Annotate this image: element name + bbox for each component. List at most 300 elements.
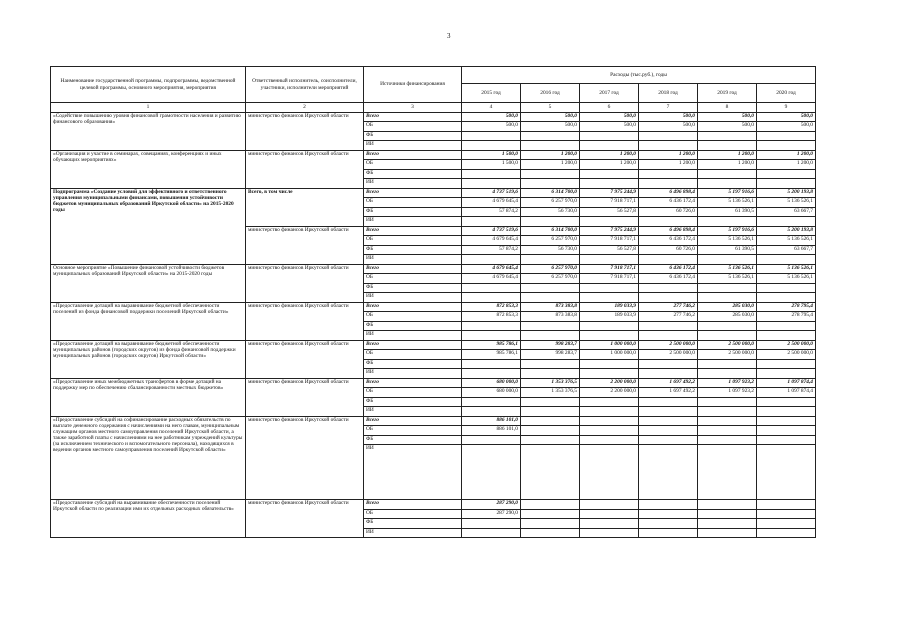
amount-cell [521, 435, 580, 445]
amount-cell [521, 283, 580, 293]
amount-cell [639, 445, 698, 500]
amount-cell: 56 527,8 [580, 245, 639, 255]
executor: министерство финансов Иркутской области [246, 378, 364, 416]
amount-cell [462, 528, 521, 538]
funding-source: ОБ [364, 122, 462, 132]
amount-cell [580, 500, 639, 510]
amount-cell: 500,0 [698, 122, 757, 132]
amount-cell [462, 217, 521, 227]
funding-source: ИИ [364, 407, 462, 417]
col-number: 2 [246, 103, 364, 113]
col-number: 6 [580, 103, 639, 113]
amount-cell: 4 679 645,4 [462, 198, 521, 208]
item-name: «Предоставление дотаций на выравнивание бюджетной обеспеченности муниципальных районов (городских округов) из фонда финансовой поддержки муниципальных районов (городских округов) Иркутской области» [51, 340, 246, 378]
amount-cell [698, 369, 757, 379]
amount-cell [580, 407, 639, 417]
amount-cell [521, 293, 580, 303]
amount-cell [462, 519, 521, 529]
executor: Всего, в том числе [246, 188, 364, 226]
amount-cell [639, 397, 698, 407]
amount-cell: 873 383,8 [521, 302, 580, 312]
amount-cell [462, 359, 521, 369]
col-number: 8 [698, 103, 757, 113]
amount-cell [698, 435, 757, 445]
amount-cell [639, 217, 698, 227]
amount-cell: 1 353 376,5 [521, 388, 580, 398]
amount-cell: 1 200,0 [639, 150, 698, 160]
funding-source: ИИ [364, 255, 462, 265]
amount-cell [521, 445, 580, 500]
table-row [51, 302, 816, 312]
amount-cell: 500,0 [580, 122, 639, 132]
funding-source: ОБ [364, 312, 462, 322]
funding-source: ИИ [364, 445, 462, 500]
amount-cell [580, 416, 639, 426]
amount-cell [580, 331, 639, 341]
amount-cell [580, 141, 639, 151]
header-source: Источники финансирования [364, 67, 462, 103]
amount-cell: 6 257 970,0 [521, 264, 580, 274]
amount-cell [639, 500, 698, 510]
amount-cell [639, 519, 698, 529]
amount-cell: 63 667,7 [757, 245, 816, 255]
amount-cell: 1 000 000,0 [580, 350, 639, 360]
amount-cell [521, 519, 580, 529]
amount-cell [698, 500, 757, 510]
amount-cell [521, 255, 580, 265]
funding-source: Всего [364, 340, 462, 350]
item-name: «Предоставление иных межбюджетных трансфертов в форме дотаций на поддержку мер по обеспечению сбалансированности местных бюджетов» [51, 378, 246, 416]
amount-cell [521, 426, 580, 436]
table-row [51, 500, 816, 510]
amount-cell [462, 397, 521, 407]
amount-cell [521, 528, 580, 538]
amount-cell [580, 435, 639, 445]
amount-cell: 500,0 [462, 122, 521, 132]
table-row [51, 264, 816, 274]
item-name: Основное мероприятие «Повышение финансовой устойчивости бюджетов муниципальных образований Иркутской области» на 2015-2020 годы [51, 264, 246, 302]
amount-cell [698, 426, 757, 436]
amount-cell: 872 853,3 [462, 302, 521, 312]
amount-cell [757, 283, 816, 293]
amount-cell: 2 500 000,0 [639, 340, 698, 350]
amount-cell: 285 030,0 [698, 312, 757, 322]
amount-cell [639, 255, 698, 265]
funding-source: ОБ [364, 350, 462, 360]
funding-source: ИИ [364, 217, 462, 227]
amount-cell [580, 179, 639, 189]
funding-source: ОБ [364, 236, 462, 246]
amount-cell: 1 353 376,5 [521, 378, 580, 388]
table-row [51, 188, 816, 198]
header-year: 2020 год [757, 84, 816, 103]
amount-cell [462, 369, 521, 379]
amount-cell [639, 331, 698, 341]
header-expenses: Расходы (тыс.руб.), годы [462, 67, 816, 84]
amount-cell: 1 000 000,0 [580, 340, 639, 350]
amount-cell: 1 097 874,4 [757, 388, 816, 398]
amount-cell: 5 136 526,1 [757, 274, 816, 284]
funding-source: ФБ [364, 207, 462, 217]
amount-cell [580, 131, 639, 141]
amount-cell: 5 136 526,1 [698, 236, 757, 246]
amount-cell: 277 746,2 [639, 312, 698, 322]
funding-source: ИИ [364, 179, 462, 189]
amount-cell [639, 169, 698, 179]
header-year: 2019 год [698, 84, 757, 103]
col-number: 5 [521, 103, 580, 113]
amount-cell: 189 033,9 [580, 312, 639, 322]
item-name: «Организация и участие в семинарах, совещаниях, конференциях и иных обучающих мероприятиях» [51, 150, 246, 188]
amount-cell [757, 179, 816, 189]
amount-cell: 7 918 717,1 [580, 274, 639, 284]
amount-cell [639, 435, 698, 445]
table-row [51, 378, 816, 388]
executor: министерство финансов Иркутской области [246, 226, 364, 264]
amount-cell [521, 169, 580, 179]
amount-cell: 57 874,2 [462, 245, 521, 255]
amount-cell: 7 918 717,1 [580, 236, 639, 246]
amount-cell: 56 527,8 [580, 207, 639, 217]
amount-cell: 1 097 923,2 [698, 378, 757, 388]
amount-cell: 2 500 000,0 [698, 350, 757, 360]
amount-cell: 1 200,0 [757, 160, 816, 170]
amount-cell [462, 255, 521, 265]
amount-cell: 6 496 898,4 [639, 188, 698, 198]
amount-cell: 1 200,0 [521, 160, 580, 170]
executor: министерство финансов Иркутской области [246, 416, 364, 500]
executor: министерство финансов Иркутской области [246, 302, 364, 340]
amount-cell [639, 416, 698, 426]
amount-cell [757, 519, 816, 529]
amount-cell: 5 136 526,1 [757, 198, 816, 208]
funding-source: ОБ [364, 388, 462, 398]
amount-cell: 5 136 526,1 [698, 264, 757, 274]
amount-cell [521, 407, 580, 417]
amount-cell [698, 331, 757, 341]
amount-cell: 1 200,0 [580, 160, 639, 170]
amount-cell: 61 390,5 [698, 245, 757, 255]
funding-source: ИИ [364, 528, 462, 538]
amount-cell [580, 217, 639, 227]
amount-cell [639, 426, 698, 436]
funding-source: ОБ [364, 198, 462, 208]
amount-cell [580, 283, 639, 293]
amount-cell [639, 293, 698, 303]
funding-source: ОБ [364, 274, 462, 284]
amount-cell: 1 200,0 [521, 150, 580, 160]
amount-cell [462, 435, 521, 445]
amount-cell: 500,0 [521, 112, 580, 122]
amount-cell: 1 500,0 [462, 160, 521, 170]
amount-cell: 4 679 645,4 [462, 264, 521, 274]
amount-cell: 873 383,8 [521, 312, 580, 322]
amount-cell [639, 528, 698, 538]
amount-cell [757, 500, 816, 510]
header-name: Наименование государственной программы, подпрограммы, ведомственной целевой программы, основного мероприятия, мероприятия [51, 67, 246, 103]
funding-source: ФБ [364, 321, 462, 331]
amount-cell: 278 795,4 [757, 302, 816, 312]
amount-cell: 1 697 492,2 [639, 378, 698, 388]
amount-cell [639, 509, 698, 519]
funding-source: ОБ [364, 160, 462, 170]
funding-source: Всего [364, 378, 462, 388]
amount-cell [580, 397, 639, 407]
amount-cell: 500,0 [580, 112, 639, 122]
funding-source: ФБ [364, 169, 462, 179]
amount-cell [698, 528, 757, 538]
item-name: «Предоставление субсидий на софинансирование расходных обязательств по выплате денежного содержания с начислениями на него главам, муниципальным служащим органов местного самоуправления поселений Иркутской области, а также заработной платы с начислениями на нее работникам учреждений культуры (за исключением технического и вспомогательного персонала), находящихся в ведении органов местного самоуправления поселений Иркутской области» [51, 416, 246, 500]
amount-cell: 287 290,0 [462, 509, 521, 519]
amount-cell [639, 369, 698, 379]
funding-source: ФБ [364, 245, 462, 255]
amount-cell: 285 030,0 [698, 302, 757, 312]
amount-cell: 1 200,0 [698, 160, 757, 170]
amount-cell [521, 416, 580, 426]
amount-cell [757, 359, 816, 369]
amount-cell: 1 097 874,4 [757, 378, 816, 388]
amount-cell [462, 141, 521, 151]
amount-cell: 7 975 244,9 [580, 226, 639, 236]
amount-cell: 2 500 000,0 [757, 350, 816, 360]
funding-source: ФБ [364, 131, 462, 141]
funding-source: Всего [364, 264, 462, 274]
amount-cell: 985 786,1 [462, 340, 521, 350]
amount-cell [580, 321, 639, 331]
funding-source: Всего [364, 416, 462, 426]
amount-cell: 1 200,0 [639, 160, 698, 170]
amount-cell [580, 509, 639, 519]
item-name: «Предоставление дотаций на выравнивание бюджетной обеспеченности поселений из фонда финансовой поддержки поселений Иркутской области» [51, 302, 246, 340]
amount-cell: 500,0 [757, 122, 816, 132]
amount-cell [521, 500, 580, 510]
amount-cell [462, 131, 521, 141]
amount-cell [521, 331, 580, 341]
amount-cell [462, 407, 521, 417]
amount-cell: 5 136 526,1 [757, 264, 816, 274]
amount-cell: 60 726,0 [639, 245, 698, 255]
amount-cell [580, 528, 639, 538]
amount-cell [639, 283, 698, 293]
amount-cell: 6 314 700,0 [521, 188, 580, 198]
amount-cell [757, 435, 816, 445]
amount-cell [521, 321, 580, 331]
amount-cell: 4 679 645,4 [462, 274, 521, 284]
amount-cell [698, 509, 757, 519]
amount-cell [698, 179, 757, 189]
amount-cell: 5 136 526,1 [757, 236, 816, 246]
amount-cell: 60 726,0 [639, 207, 698, 217]
amount-cell: 6 257 970,0 [521, 274, 580, 284]
executor: министерство финансов Иркутской области [246, 264, 364, 302]
amount-cell [757, 407, 816, 417]
funding-source: ИИ [364, 141, 462, 151]
amount-cell [757, 369, 816, 379]
amount-cell: 872 853,3 [462, 312, 521, 322]
amount-cell [698, 293, 757, 303]
amount-cell: 63 667,7 [757, 207, 816, 217]
funding-source: ФБ [364, 397, 462, 407]
executor: министерство финансов Иркутской области [246, 150, 364, 188]
amount-cell [580, 445, 639, 500]
amount-cell: 57 874,2 [462, 207, 521, 217]
amount-cell [521, 509, 580, 519]
executor: министерство финансов Иркутской области [246, 340, 364, 378]
amount-cell [521, 131, 580, 141]
funding-source: ИИ [364, 293, 462, 303]
amount-cell [757, 255, 816, 265]
table-row [51, 340, 816, 350]
amount-cell [698, 141, 757, 151]
amount-cell: 1 097 923,2 [698, 388, 757, 398]
amount-cell [462, 293, 521, 303]
amount-cell: 985 786,1 [462, 350, 521, 360]
funding-source: Всего [364, 302, 462, 312]
amount-cell [639, 321, 698, 331]
amount-cell: 2 200 000,0 [580, 388, 639, 398]
funding-source: ФБ [364, 283, 462, 293]
col-number: 4 [462, 103, 521, 113]
amount-cell [462, 169, 521, 179]
funding-source: ИИ [364, 369, 462, 379]
col-number: 7 [639, 103, 698, 113]
amount-cell: 6 314 700,0 [521, 226, 580, 236]
amount-cell: 6 436 172,4 [639, 264, 698, 274]
amount-cell [698, 445, 757, 500]
amount-cell: 6 436 172,4 [639, 198, 698, 208]
amount-cell: 7 918 717,1 [580, 198, 639, 208]
amount-cell [757, 331, 816, 341]
financing-table [50, 66, 816, 538]
amount-cell: 5 136 526,1 [698, 198, 757, 208]
header-executor: Ответственный исполнитель, соисполнители, участники, исполнители мероприятий [246, 67, 364, 103]
table-body [51, 112, 816, 538]
amount-cell: 886 101,0 [462, 416, 521, 426]
table-row [51, 150, 816, 160]
amount-cell: 6 496 898,4 [639, 226, 698, 236]
amount-cell: 500,0 [698, 112, 757, 122]
amount-cell: 1 697 492,2 [639, 388, 698, 398]
header-year: 2015 год [462, 84, 521, 103]
amount-cell: 6 436 172,4 [639, 274, 698, 284]
funding-source: Всего [364, 112, 462, 122]
funding-source: Всего [364, 188, 462, 198]
amount-cell [698, 519, 757, 529]
funding-source: ФБ [364, 519, 462, 529]
amount-cell [757, 141, 816, 151]
amount-cell: 1 200,0 [698, 150, 757, 160]
amount-cell: 2 500 000,0 [757, 340, 816, 350]
col-number: 3 [364, 103, 462, 113]
amount-cell [757, 416, 816, 426]
amount-cell [698, 169, 757, 179]
amount-cell [580, 293, 639, 303]
item-name: Подпрограмма «Создание условий для эффективного и ответственного управления муниципальными финансами, повышения устойчивости бюджетов муниципальных образований Иркутской области» на 2015-2020 годы [51, 188, 246, 264]
amount-cell [580, 519, 639, 529]
amount-cell [698, 397, 757, 407]
amount-cell: 2 500 000,0 [698, 340, 757, 350]
amount-cell: 5 197 916,6 [698, 188, 757, 198]
amount-cell: 998 283,7 [521, 350, 580, 360]
amount-cell [521, 217, 580, 227]
amount-cell [698, 217, 757, 227]
amount-cell [757, 397, 816, 407]
amount-cell [462, 179, 521, 189]
amount-cell [757, 293, 816, 303]
amount-cell [521, 359, 580, 369]
col-number: 1 [51, 103, 246, 113]
amount-cell [757, 528, 816, 538]
amount-cell [580, 359, 639, 369]
amount-cell: 7 918 717,1 [580, 264, 639, 274]
amount-cell [698, 359, 757, 369]
amount-cell [521, 397, 580, 407]
amount-cell: 500,0 [462, 112, 521, 122]
amount-cell: 998 283,7 [521, 340, 580, 350]
executor: министерство финансов Иркутской области [246, 112, 364, 150]
table-row [51, 416, 816, 426]
amount-cell: 886 101,0 [462, 426, 521, 436]
amount-cell [462, 321, 521, 331]
amount-cell [580, 255, 639, 265]
funding-source: ФБ [364, 359, 462, 369]
amount-cell: 1 200,0 [580, 150, 639, 160]
amount-cell [757, 321, 816, 331]
table-row [51, 112, 816, 122]
amount-cell [462, 283, 521, 293]
amount-cell: 5 200 193,8 [757, 226, 816, 236]
funding-source: ИИ [364, 331, 462, 341]
amount-cell: 56 730,0 [521, 245, 580, 255]
amount-cell: 6 257 970,0 [521, 198, 580, 208]
amount-cell: 5 136 526,1 [698, 274, 757, 284]
header-year: 2017 год [580, 84, 639, 103]
amount-cell [462, 445, 521, 500]
header-year: 2016 год [521, 84, 580, 103]
funding-source: ОБ [364, 426, 462, 436]
amount-cell [639, 131, 698, 141]
amount-cell: 277 746,2 [639, 302, 698, 312]
amount-cell: 4 737 519,6 [462, 226, 521, 236]
amount-cell [698, 407, 757, 417]
funding-source: Всего [364, 226, 462, 236]
amount-cell [698, 321, 757, 331]
amount-cell [757, 169, 816, 179]
amount-cell: 4 679 645,4 [462, 236, 521, 246]
item-name: «Содействие повышению уровня финансовой грамотности населения и развитию финансового образования» [51, 112, 246, 150]
amount-cell [580, 426, 639, 436]
amount-cell: 287 290,0 [462, 500, 521, 510]
amount-cell: 680 000,0 [462, 378, 521, 388]
amount-cell [580, 369, 639, 379]
executor: министерство финансов Иркутской области [246, 500, 364, 538]
page-number: 3 [447, 32, 451, 40]
amount-cell [757, 217, 816, 227]
amount-cell [580, 169, 639, 179]
amount-cell: 5 197 916,6 [698, 226, 757, 236]
amount-cell [521, 141, 580, 151]
amount-cell [698, 255, 757, 265]
funding-source: ФБ [364, 435, 462, 445]
amount-cell: 7 975 244,9 [580, 188, 639, 198]
amount-cell: 4 737 519,6 [462, 188, 521, 198]
amount-cell: 500,0 [639, 112, 698, 122]
amount-cell [521, 179, 580, 189]
amount-cell: 500,0 [639, 122, 698, 132]
amount-cell [698, 283, 757, 293]
amount-cell [698, 416, 757, 426]
amount-cell: 61 390,5 [698, 207, 757, 217]
